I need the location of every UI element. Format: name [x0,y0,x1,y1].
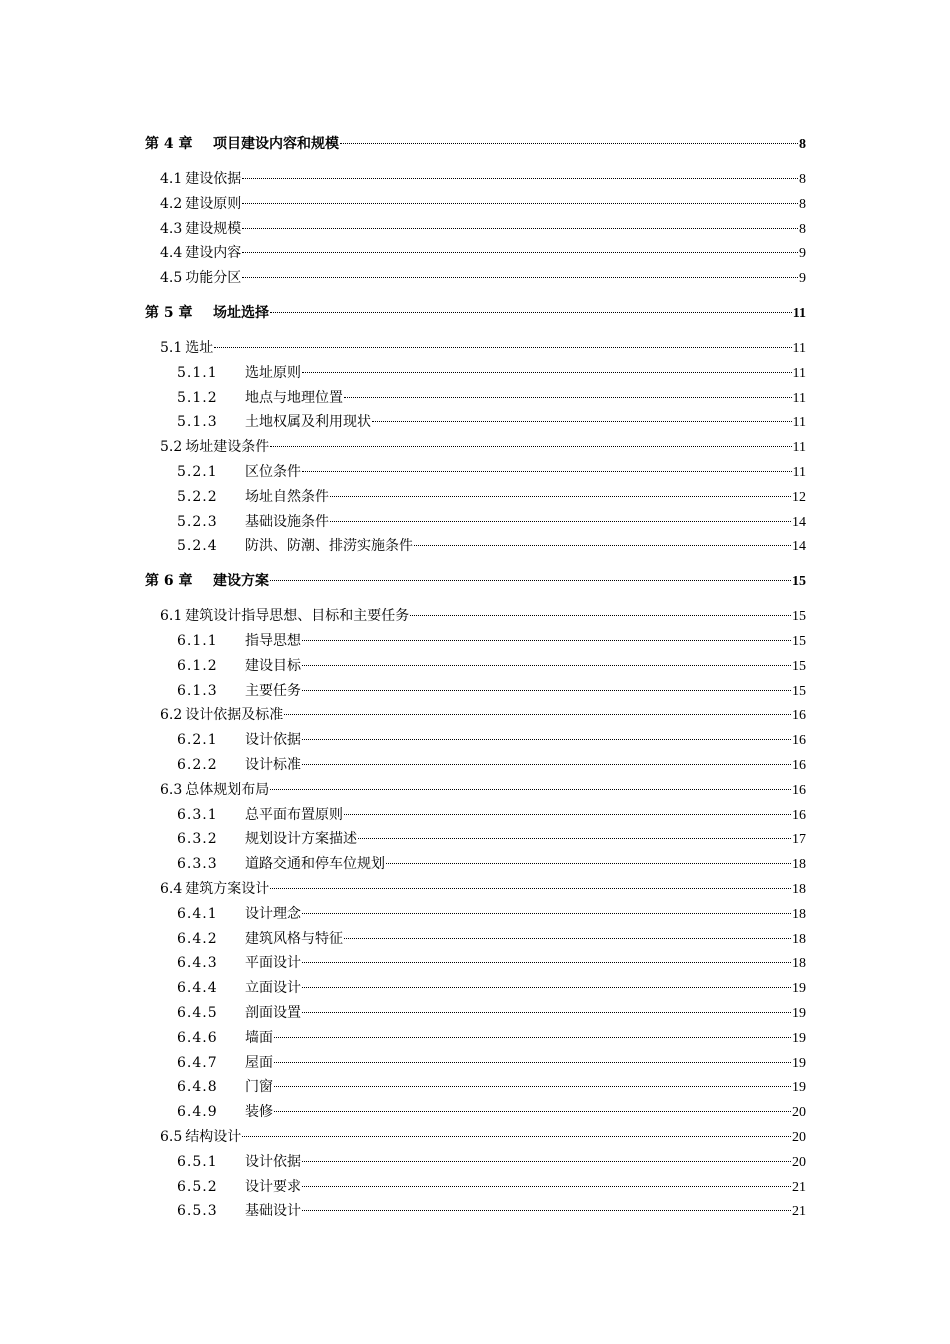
toc-row [0,1071,950,1096]
toc-label [160,879,269,899]
dot-leader [270,431,791,451]
toc-title: 设计依据及标准 [185,707,284,724]
toc-row [0,431,950,456]
toc-number: 6.4.6 [177,1029,218,1046]
toc-number: 6.1.2 [177,657,218,674]
toc-page-number: 8 [799,172,806,187]
toc-row [0,923,950,947]
toc-title: 基础设施条件 [245,513,329,530]
toc-title: 建设原则 [185,195,242,212]
toc-row [0,799,950,823]
toc-entry[interactable] [160,1121,806,1145]
toc-title: 设计理念 [245,905,301,922]
toc-entry[interactable] [177,1022,806,1046]
toc-entry[interactable] [177,1047,806,1071]
toc-entry[interactable] [177,898,806,922]
toc-row [0,506,950,530]
toc-page-number: 11 [792,415,806,431]
toc-page-number: 18 [792,857,806,873]
toc-page-number: 14 [792,539,806,555]
toc-page-number: 9 [799,246,806,262]
dot-leader [340,128,798,148]
toc-label [177,1077,273,1097]
toc-page-number: 15 [792,683,806,699]
toc-row [0,481,950,505]
toc-label [160,780,269,800]
toc-page-number: 18 [792,956,806,972]
toc-entry[interactable] [160,600,806,625]
toc-page-number: 15 [792,609,806,625]
toc-row [0,898,950,922]
toc-row [0,823,950,848]
toc-page-number: 19 [792,1006,806,1021]
toc-title: 建筑方案设计 [185,881,270,897]
toc-title: 选址 [185,340,214,356]
toc-row [0,749,950,773]
dot-leader [410,600,791,620]
toc-number: 5.2.1 [177,464,218,480]
toc-title: 土地权属及利用现状 [245,414,371,431]
toc-title: 规划设计方案描述 [245,831,357,848]
toc-entry[interactable] [177,481,806,505]
toc-title: 平面设计 [245,955,301,972]
toc-number: 5.2.4 [177,538,218,555]
toc-page-number: 19 [792,981,806,997]
toc-row [0,1096,950,1121]
toc-page-number: 11 [792,465,806,480]
toc-label [177,631,301,651]
toc-row [0,724,950,749]
dot-leader [386,848,791,868]
toc-row [0,456,950,480]
toc-label [177,854,385,874]
toc-number: 5.1.2 [177,389,218,406]
toc-label [177,412,371,432]
dot-leader [344,923,791,943]
toc-title: 基础设计 [245,1203,301,1220]
toc-label [177,1053,273,1073]
toc-entry[interactable] [160,873,806,897]
toc-number: 4.4 [160,245,183,262]
dot-leader [302,724,791,744]
dot-leader [302,997,791,1017]
toc-title: 建设方案 [213,573,269,590]
toc-number: 6.4.3 [177,955,218,972]
toc-label [160,705,283,725]
toc-number: 6.1.1 [177,633,218,649]
toc-page-number: 16 [792,708,806,724]
toc-number: 6.4.1 [177,905,218,922]
dot-leader [302,675,791,695]
dot-leader [302,898,791,918]
toc-entry[interactable] [177,799,806,823]
toc-label [145,134,339,154]
dot-leader [302,972,791,992]
toc-entry[interactable] [160,774,806,798]
dot-leader [242,1121,791,1141]
toc-label [177,1152,301,1172]
toc-number: 6.3 [160,781,183,798]
toc-row [0,675,950,699]
toc-entry[interactable] [177,625,806,649]
toc-label [177,1003,301,1023]
toc-chapter-entry[interactable] [145,128,806,152]
toc-entry[interactable] [177,357,806,381]
dot-leader [274,1022,791,1042]
toc-number: 6.2 [160,707,183,724]
dot-leader [270,565,791,585]
toc-title: 建设内容 [185,245,242,262]
toc-number: 6.5.1 [177,1153,218,1170]
toc-entry[interactable] [177,823,806,848]
toc-page-number: 16 [792,733,806,749]
toc-page-number: 11 [792,306,806,321]
toc-entry[interactable] [177,923,806,947]
toc-row [0,357,950,381]
dot-leader [302,749,791,769]
toc-title: 防洪、防潮、排涝实施条件 [245,538,413,555]
dot-leader [330,506,791,526]
dot-leader [302,1146,791,1166]
toc-row [0,600,950,625]
toc-page-number: 17 [792,832,806,848]
toc-label [177,904,301,924]
toc-page-number: 8 [799,221,806,237]
toc-label [160,606,409,626]
toc-page-number: 18 [792,931,806,947]
toc-title: 指导思想 [245,633,301,649]
toc-number: 6.5.3 [177,1203,218,1220]
toc-title: 建筑设计指导思想、目标和主要任务 [185,608,410,625]
toc-number: 5.2.2 [177,488,218,505]
dot-leader [274,1071,791,1091]
toc-entry[interactable] [160,213,806,237]
toc-page-number: 9 [799,271,806,287]
toc-row [0,237,950,262]
toc-row [0,947,950,972]
toc-number: 6.1.3 [177,682,218,699]
toc-number: 第 5 章 [145,305,193,321]
toc-entry[interactable] [177,675,806,699]
toc-title: 剖面设置 [245,1005,301,1021]
toc-page-number: 11 [792,365,806,381]
toc-label [177,978,301,998]
toc-number: 6.3.2 [177,831,218,848]
toc-number: 6.1 [160,608,183,625]
toc-title: 项目建设内容和规模 [213,136,339,152]
toc-entry[interactable] [177,749,806,773]
toc-entry[interactable] [160,431,806,456]
dot-leader [302,357,792,377]
toc-entry[interactable] [160,699,806,724]
toc-label [177,363,301,383]
toc-row [0,625,950,649]
dot-leader [274,1096,791,1116]
toc-number: 6.5 [160,1129,183,1145]
toc-page-number: 11 [792,440,806,456]
toc-row [0,1047,950,1071]
toc-label [177,1102,273,1122]
toc-title: 建设目标 [245,657,301,674]
toc-label [160,219,241,239]
toc-number: 4.3 [160,220,183,237]
dot-leader [302,1171,791,1191]
toc-entry[interactable] [160,262,806,287]
toc-page-number: 15 [792,658,806,674]
toc-number: 第 6 章 [145,573,193,590]
toc-row [0,972,950,997]
dot-leader [344,382,792,402]
dot-leader [242,262,798,282]
toc-number: 第 4 章 [145,136,193,152]
toc-entry[interactable] [160,332,806,356]
dot-leader [274,1047,791,1067]
toc-entry[interactable] [177,848,806,873]
toc-title: 建设依据 [185,171,242,187]
dot-leader [372,406,792,426]
toc-number: 6.2.1 [177,732,218,749]
toc-row [0,262,950,287]
toc-label [177,536,413,556]
toc-number: 5.2 [160,439,183,456]
toc-label [177,388,343,408]
toc-page-number: 11 [792,341,806,356]
toc-row [0,332,950,356]
toc-row [0,530,950,555]
dot-leader [302,625,791,645]
toc-title: 建筑风格与特征 [245,930,343,947]
dot-leader [330,481,791,501]
toc-row [0,650,950,674]
toc-page-number: 20 [792,1105,806,1121]
toc-entry[interactable] [177,1096,806,1121]
toc-row [0,188,950,212]
toc-page-number: 16 [792,782,806,798]
toc-row [0,297,950,321]
dot-leader [414,530,791,550]
toc-label [160,338,213,358]
toc-title: 屋面 [245,1054,273,1071]
toc-title: 场址自然条件 [245,488,329,505]
toc-label [177,1201,301,1221]
toc-label [177,953,301,973]
toc-page-number: 21 [792,1204,806,1220]
dot-leader [242,213,798,233]
toc-page-number: 18 [792,906,806,922]
toc-title: 地点与地理位置 [245,389,343,406]
toc-row [0,213,950,237]
toc-entry[interactable] [177,724,806,749]
toc-entry[interactable] [160,163,806,187]
dot-leader [242,163,798,183]
toc-label [177,805,343,825]
toc-number: 5.1 [160,340,183,356]
toc-label [177,487,329,507]
toc-title: 功能分区 [185,270,242,287]
toc-row [0,406,950,431]
toc-entry[interactable] [177,406,806,431]
toc-entry[interactable] [177,1171,806,1195]
toc-entry[interactable] [177,1195,806,1220]
toc-label [177,755,301,775]
toc-row [0,382,950,406]
toc-page-number: 11 [792,390,806,406]
toc-title: 设计要求 [245,1178,301,1195]
toc-title: 立面设计 [245,980,301,997]
dot-leader [242,237,798,257]
toc-entry[interactable] [177,997,806,1021]
toc-row [0,163,950,187]
toc-label [177,681,301,701]
toc-label [145,571,269,591]
toc-title: 结构设计 [185,1129,242,1145]
dot-leader [302,456,792,476]
toc-title: 建设规模 [185,220,242,237]
toc-page-number: 19 [792,1030,806,1046]
toc-title: 场址选择 [213,305,269,321]
toc-label [177,1028,273,1048]
toc-row [0,1022,950,1046]
toc-number: 6.4 [160,881,183,897]
toc-number: 4.2 [160,195,183,212]
toc-entry[interactable] [177,530,806,555]
toc-number: 4.1 [160,171,183,187]
toc-page-number: 21 [792,1179,806,1195]
toc-label [177,512,329,532]
toc-label [177,1177,301,1197]
toc-label [145,303,269,323]
toc-page-number: 16 [792,758,806,773]
toc-number: 5.2.3 [177,513,218,530]
toc-entry[interactable] [177,1146,806,1170]
toc-row [0,1171,950,1195]
toc-title: 道路交通和停车位规划 [245,856,385,873]
toc-number: 5.1.1 [177,364,218,381]
toc-row [0,565,950,590]
toc-entry[interactable] [177,506,806,530]
toc-entry[interactable] [177,1071,806,1096]
toc-page-number: 20 [792,1154,806,1170]
toc-number: 6.4.4 [177,980,218,997]
toc-entry[interactable] [177,456,806,480]
toc-number: 6.5.2 [177,1178,218,1195]
toc-entry[interactable] [177,650,806,674]
toc-title: 总体规划布局 [185,781,270,798]
dot-leader [284,699,791,719]
toc-row [0,997,950,1021]
toc-page-number: 8 [799,196,806,212]
toc-chapter-entry[interactable] [145,565,806,590]
toc-title: 墙面 [245,1029,273,1046]
toc-label [160,243,241,263]
toc-title: 门窗 [245,1079,273,1096]
toc-page-number: 20 [792,1130,806,1145]
toc-number: 6.4.7 [177,1054,218,1071]
toc-page-number: 19 [792,1055,806,1071]
toc-label [160,194,241,214]
toc-chapter-entry[interactable] [145,297,806,321]
toc-number: 5.1.3 [177,414,218,431]
toc-row [0,848,950,873]
toc-label [160,437,269,457]
toc-page-number: 15 [792,574,806,590]
dot-leader [302,947,791,967]
toc-page-number: 12 [792,489,806,505]
toc-page-number: 15 [792,634,806,649]
toc-page-number: 8 [799,137,806,152]
toc-row [0,873,950,897]
dot-leader [214,332,791,352]
toc-entry[interactable] [160,237,806,262]
dot-leader [270,297,792,317]
toc-row [0,1121,950,1145]
toc-row [0,699,950,724]
toc-entry[interactable] [177,947,806,972]
toc-entry[interactable] [160,188,806,212]
toc-title: 设计依据 [245,732,301,749]
toc-page-number: 18 [792,882,806,897]
toc-title: 场址建设条件 [185,439,270,456]
toc-title: 设计依据 [245,1153,301,1170]
toc-label [177,829,357,849]
toc-number: 6.4.8 [177,1079,218,1096]
toc-page-number: 16 [792,807,806,823]
toc-row [0,128,950,152]
toc-row [0,1146,950,1170]
toc-label [160,169,241,189]
toc-label [177,929,343,949]
toc-number: 6.4.2 [177,930,218,947]
toc-label [177,656,301,676]
toc-label [177,462,301,482]
toc-entry[interactable] [177,382,806,406]
toc-title: 装修 [245,1104,273,1121]
toc-title: 主要任务 [245,682,301,699]
toc-number: 6.3.3 [177,856,218,873]
dot-leader [270,774,791,794]
toc-title: 总平面布置原则 [245,806,343,823]
toc-label [160,1127,241,1147]
dot-leader [302,650,791,670]
dot-leader [358,823,791,843]
toc-label [160,268,241,288]
toc-row [0,774,950,798]
toc-title: 区位条件 [245,464,301,480]
dot-leader [242,188,798,208]
toc-title: 设计标准 [245,757,301,773]
toc-page-number: 19 [792,1080,806,1096]
toc-number: 4.5 [160,270,183,287]
toc-number: 6.3.1 [177,806,218,823]
dot-leader [302,1195,791,1215]
toc-label [177,730,301,750]
toc-row [0,1195,950,1220]
toc-number: 6.4.5 [177,1005,218,1021]
toc-page-number: 14 [792,514,806,530]
dot-leader [270,873,791,893]
toc-entry[interactable] [177,972,806,997]
toc-number: 6.4.9 [177,1104,218,1121]
toc-number: 6.2.2 [177,757,218,773]
toc-title: 选址原则 [245,364,301,381]
dot-leader [344,799,791,819]
